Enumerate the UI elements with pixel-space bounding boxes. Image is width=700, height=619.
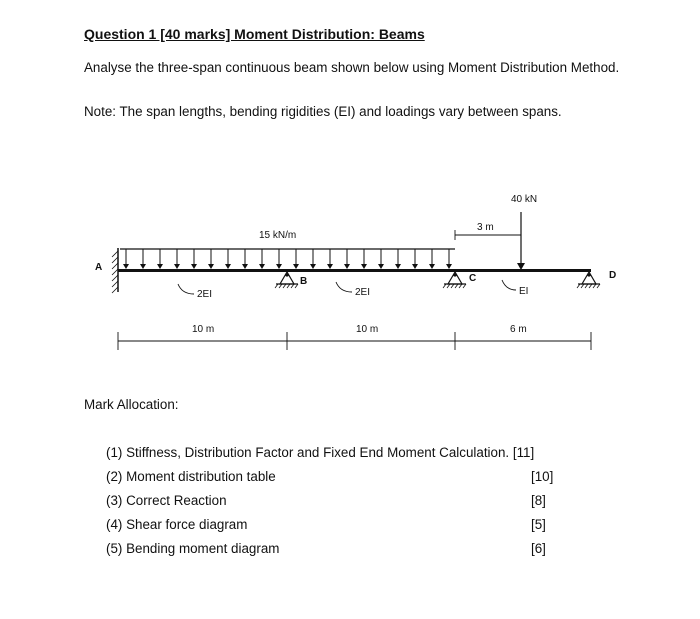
mark-item: [106, 517, 247, 532]
ei-label-bc: 2EI: [355, 287, 371, 298]
support-label-a: A: [95, 262, 103, 273]
pin-support-b: [275, 272, 298, 288]
mark-item-text: (3) Correct Reaction: [106, 493, 227, 508]
mark-item-text: (2) Moment distribution table: [106, 469, 276, 484]
question-note: Note: The span lengths, bending rigidities (EI) and loadings vary between spans.: [84, 104, 562, 119]
mark-item-value: [8]: [531, 493, 546, 508]
beam: [118, 269, 591, 272]
support-label-b: B: [300, 276, 308, 287]
mark-item-value: [6]: [531, 541, 546, 556]
mark-allocation-heading: Mark Allocation:: [84, 397, 179, 412]
ei-leader-ab: [178, 284, 194, 294]
pin-support-d: [577, 272, 600, 288]
mark-item-value: [5]: [531, 517, 546, 532]
pin-support-c: [443, 272, 466, 288]
ei-label-ab: 2EI: [197, 289, 213, 300]
mark-item-value: [11]: [512, 445, 535, 460]
mark-item: [106, 493, 227, 508]
support-label-c: C: [469, 273, 477, 284]
mark-item-text: (1) Stiffness, Distribution Factor and Fixed End Moment Calculation.: [106, 445, 510, 460]
ei-leader-bc: [336, 282, 352, 292]
mark-item-value: [10]: [531, 469, 554, 484]
mark-item: [106, 541, 279, 556]
span-length-cd: 6 m: [510, 324, 527, 335]
udl-load: [120, 249, 455, 269]
point-load-offset-label: 3 m: [477, 222, 494, 233]
span-length-ab: 10 m: [192, 324, 215, 335]
mark-item-text: (4) Shear force diagram: [106, 517, 248, 532]
point-load-label: 40 kN: [511, 194, 538, 205]
span-length-bc: 10 m: [356, 324, 379, 335]
mark-item-text: (5) Bending moment diagram: [106, 541, 280, 556]
ei-leader-cd: [502, 280, 516, 290]
question-instruction: Analyse the three-span continuous beam shown below using Moment Distribution Method.: [84, 60, 620, 75]
support-label-d: D: [609, 270, 617, 281]
fixed-support-a: [112, 248, 118, 293]
mark-item: [106, 445, 534, 460]
point-load-arrow: [517, 212, 525, 270]
mark-item: [106, 469, 276, 484]
ei-label-cd: EI: [519, 286, 529, 297]
udl-label: 15 kN/m: [259, 230, 297, 241]
question-title: Question 1 [40 marks] Moment Distribution: Beams: [84, 26, 425, 42]
beam-diagram: [0, 180, 700, 360]
